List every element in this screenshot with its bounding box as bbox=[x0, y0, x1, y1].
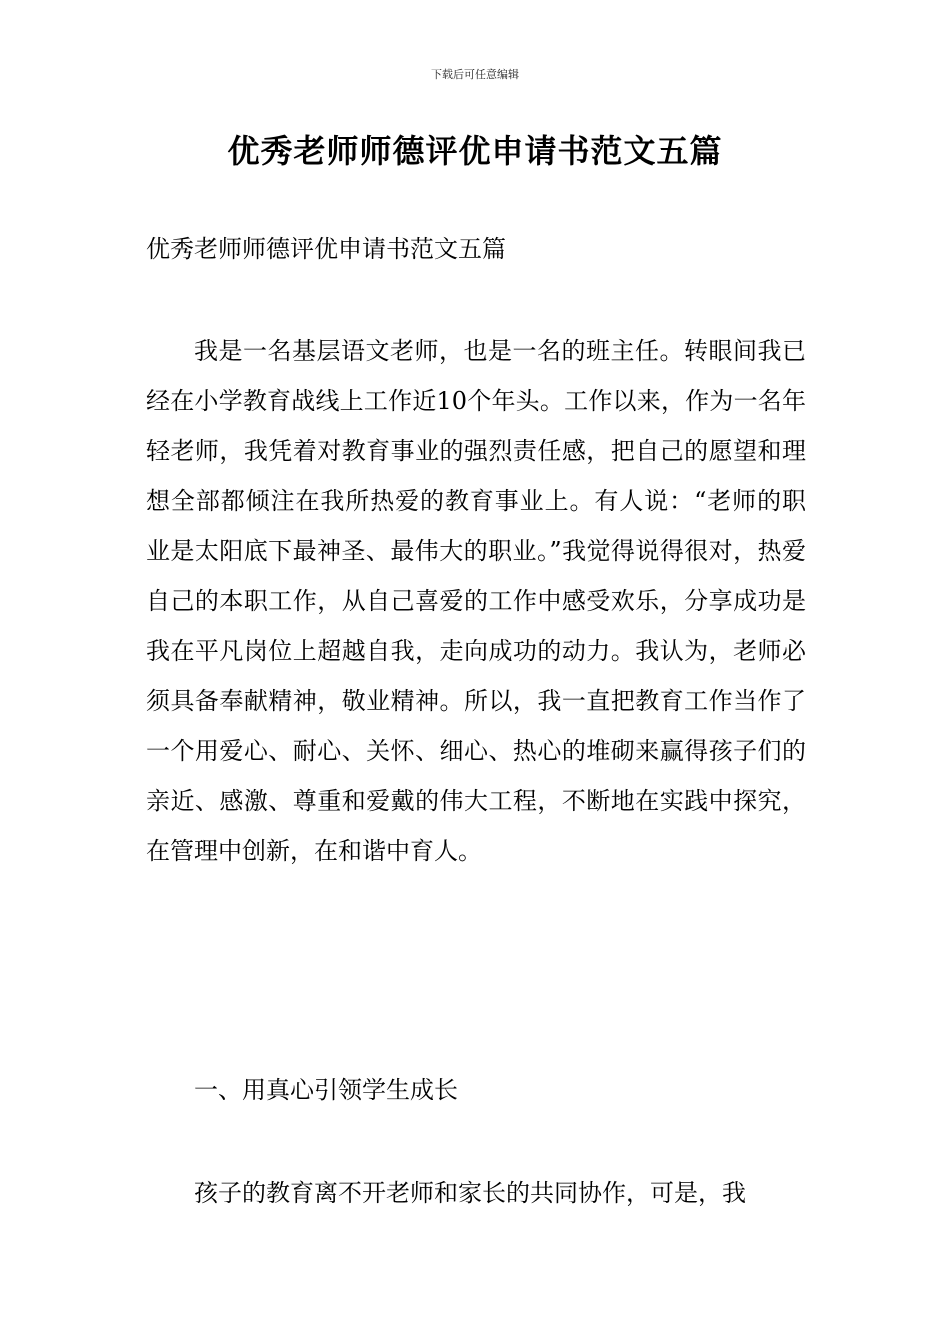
document-title: 优秀老师师德评优申请书范文五篇 bbox=[227, 132, 723, 170]
body-paragraph: 我是一名基层语文老师，也是一名的班主任。转眼间我已经在小学教育战线上工作近10个年头。工作以来，作为一名年轻老师，我凭着对教育事业的强烈责任感，把自己的愿望和理想全部都倾注在我所热爱的教育事业上。有人说：“老师的职业是太阳底下最神圣、最伟大的职业。”我觉得说得很对，热爱自己的本职工作，从自己喜爱的工作中感受欢乐，分享成功是我在平凡岗位上超越自我，走向成功的动力。我认为，老师必须具备奉献精神，敬业精神。所以，我一直把教育工作当作了一个用爱心、耐心、关怀、细心、热心的堆砌来赢得孩子们的亲近、感激、尊重和爱戴的伟大工程，不断地在实践中探究，在管理中创新，在和谐中育人。 bbox=[146, 337, 806, 865]
section-heading: 一、用真心引领学生成长 bbox=[194, 1076, 458, 1104]
header-note: 下载后可任意编辑 bbox=[431, 68, 519, 81]
body-paragraph: 孩子的教育离不开老师和家长的共同协作，可是，我 bbox=[194, 1179, 746, 1207]
document-subtitle: 优秀老师师德评优申请书范文五篇 bbox=[146, 235, 506, 263]
